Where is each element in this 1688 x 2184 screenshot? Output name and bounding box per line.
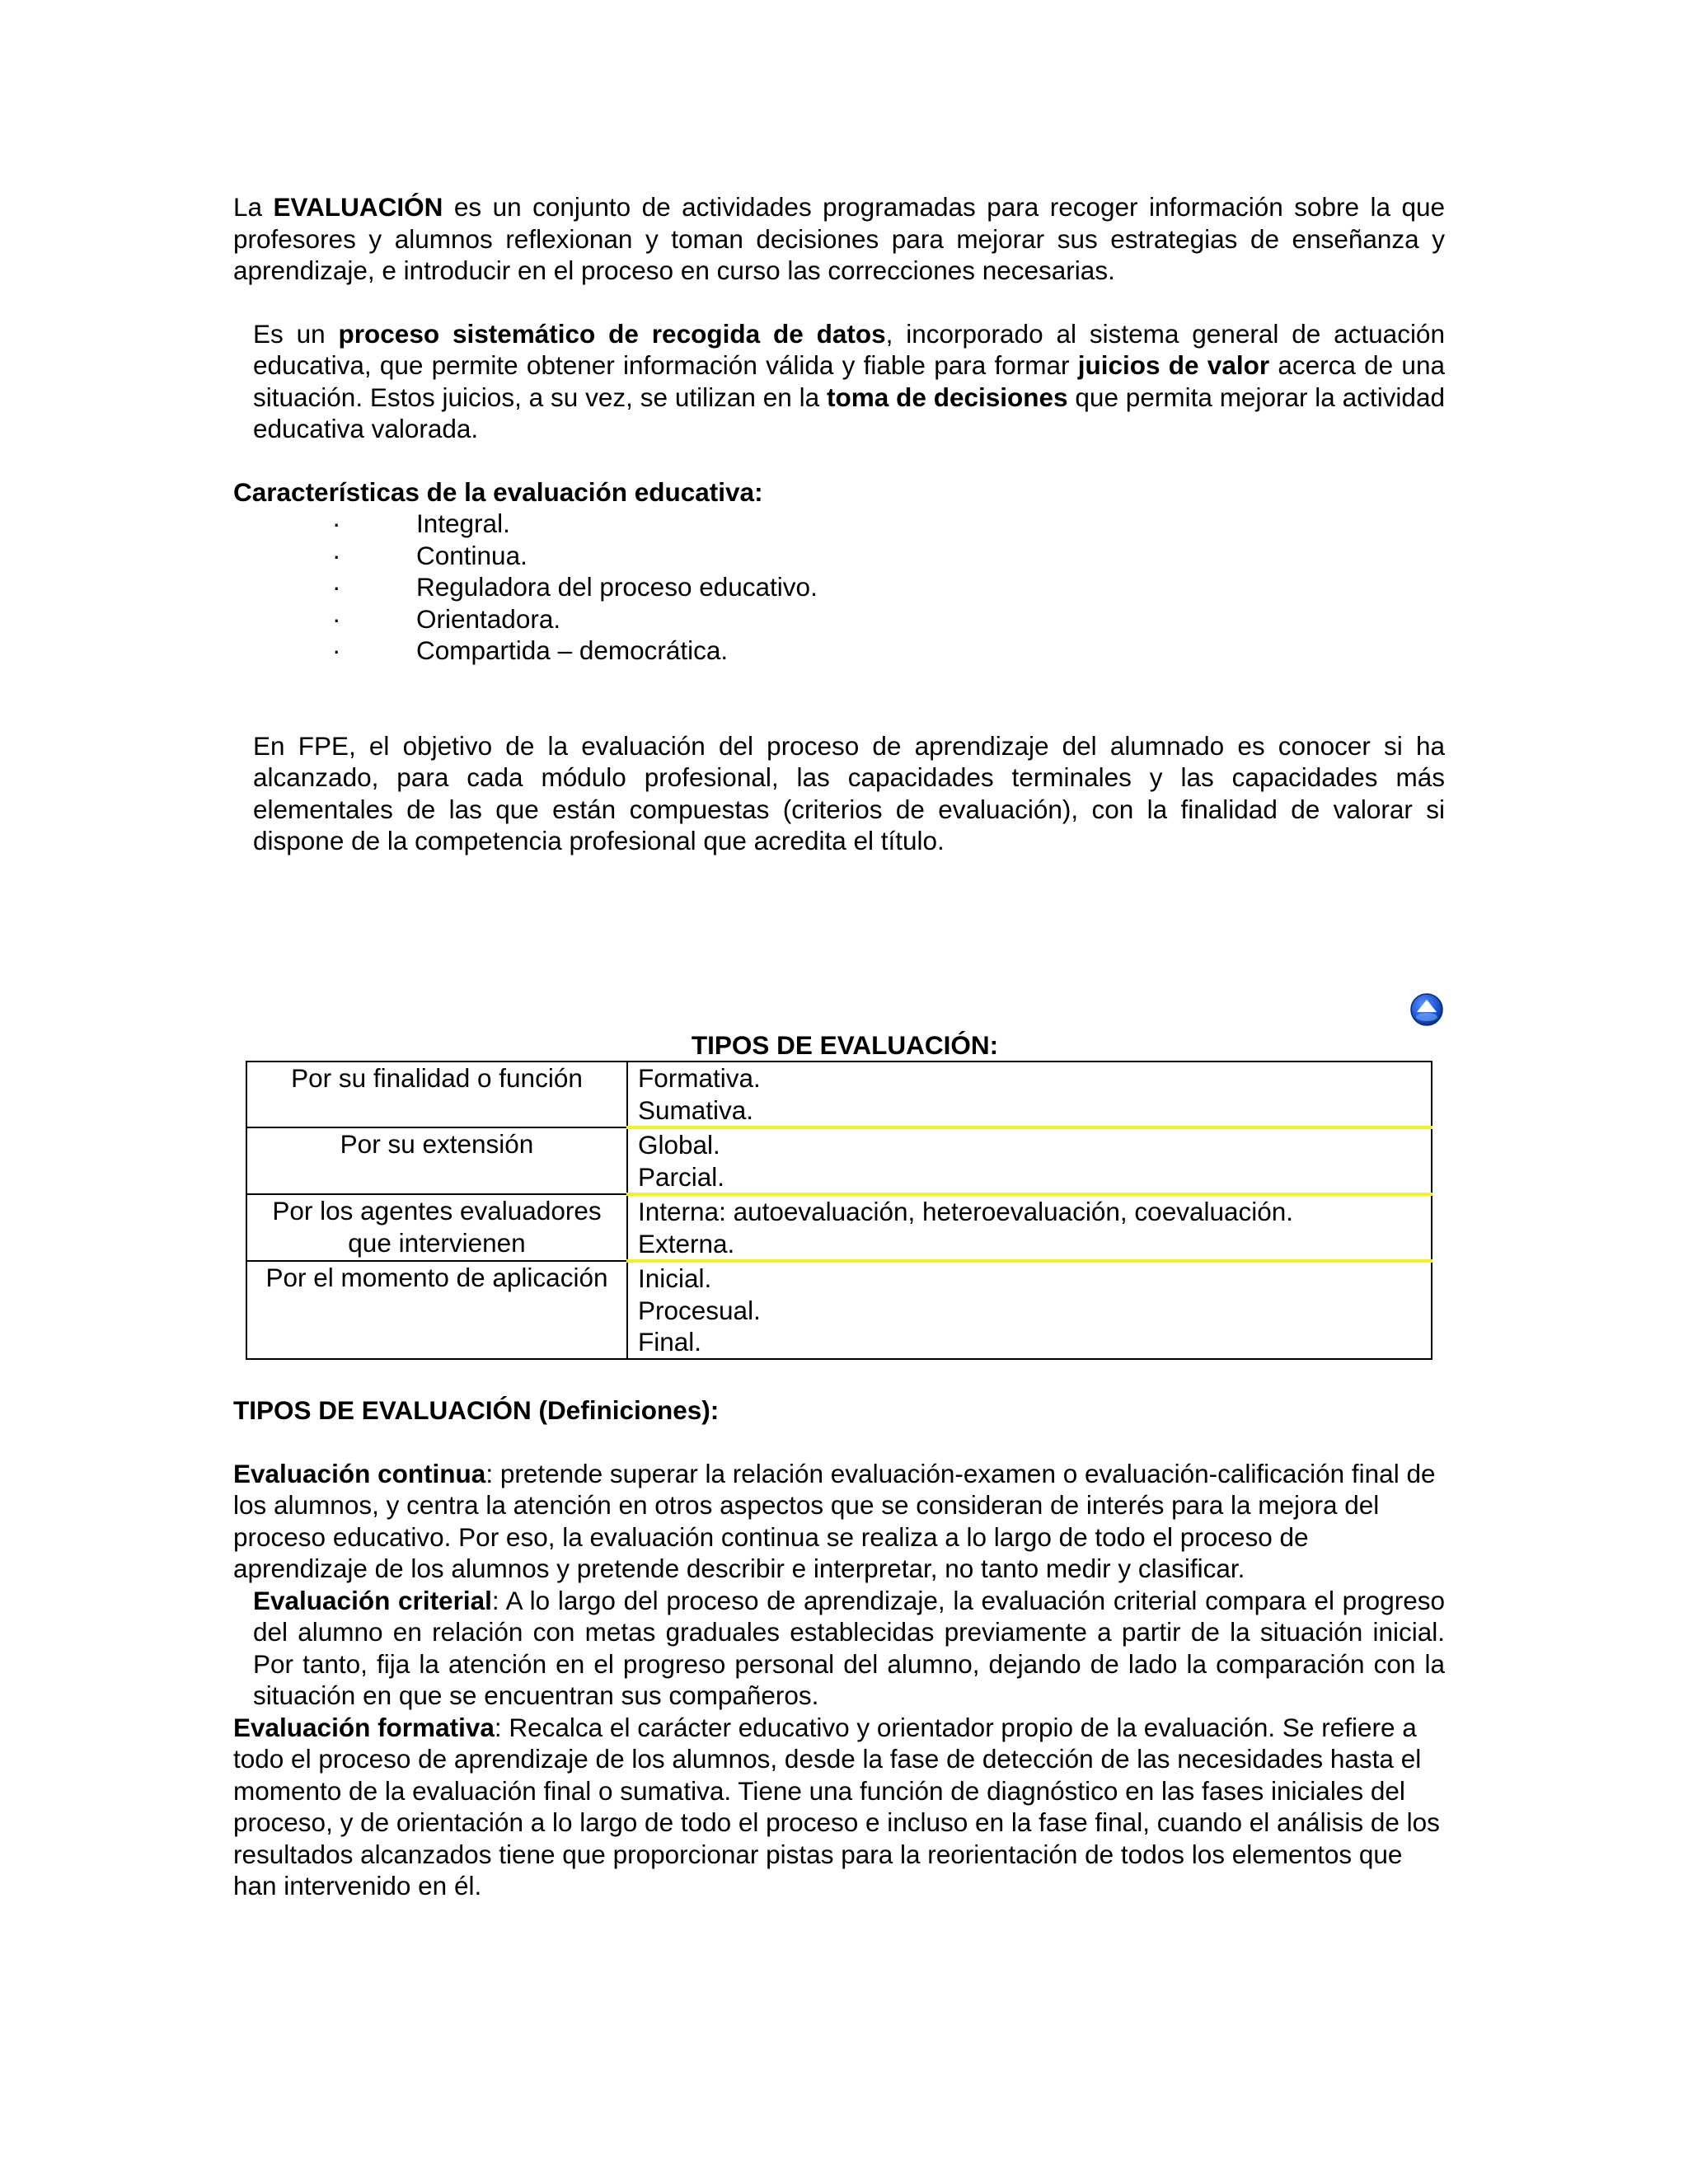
def-continua: Evaluación continua: pretende superar la relación evaluación-examen o evaluación-calificación final de los alumnos, y centra la atención en otros aspectos que se consideran de interés para la mejora del proceso educativo. Por eso, la evaluación continua se realiza a lo largo de todo el proceso de aprendizaje de los alumnos y pretende describir e interpretar, no tanto medir y clasificar.: [233, 1458, 1436, 1583]
list-item: · Continua.: [332, 540, 528, 570]
list-item: · Integral.: [332, 509, 510, 538]
caracteristicas-list: [233, 508, 1445, 667]
fpe-paragraph: En FPE, el objetivo de la evaluación del proceso de aprendizaje del alumnado es conocer si ha alcanzado, para cada módulo profesional, las capacidades terminales y las capacidades más elementales de las que están compuestas (criterios de evaluación), con la finalidad de valorar si dispone de la competencia profesional que acredita el título.: [253, 730, 1445, 855]
intro-paragraph-1: La EVALUACIÓN es un conjunto de actividades programadas para recoger información sobre la que profesores y alumnos reflexionan y toman decisiones para mejorar sus estrategias de enseñanza y aprendizaje, e introducir en el proceso en curso las correcciones necesarias.: [233, 192, 1445, 285]
def-formativa: Evaluación formativa: Recalca el carácter educativo y orientador propio de la evaluación. Se refiere a todo el proceso de aprendizaje de los alumnos, desde la fase de detección de las necesidades hasta el momento de la evaluación final o sumativa. Tiene una función de diagnóstico en las fases iniciales del proceso, y de orientación a lo largo de todo el proceso e incluso en la fase final, cuando el análisis de los resultados alcanzados tiene que proporcionar pistas para la reorientación de todos los elementos que han intervenido en él.: [233, 1712, 1440, 1900]
up-arrow-circle-icon: [1409, 992, 1444, 1027]
list-item: · Orientadora.: [332, 603, 561, 634]
row-values: Formativa. Sumativa.: [627, 1062, 1432, 1127]
def-criterial: Evaluación criterial: A lo largo del proceso de aprendizaje, la evaluación criterial compara el progreso del alumno en relación con metas graduales establecidas previamente a partir de la situación inicial. Por tanto, fija la atención en el progreso personal del alumno, dejando de lado la comparación con la situación en que se encuentran sus compañeros.: [253, 1585, 1445, 1710]
row-values: Global. Parcial.: [627, 1127, 1432, 1194]
row-values: Interna: autoevaluación, heteroevaluación, coevaluación. Externa.: [627, 1194, 1432, 1261]
table-row: [246, 1194, 1432, 1261]
row-label: Por los agentes evaluadores que intervienen: [246, 1194, 627, 1261]
intro-paragraph-2: Es un proceso sistemático de recogida de datos, incorporado al sistema general de actuación educativa, que permite obtener información válida y fiable para formar juicios de valor acerca de una situación. Estos juicios, a su vez, se utilizan en la toma de decisiones que permita mejorar la actividad educativa valorada.: [253, 318, 1445, 443]
list-item: · Reguladora del proceso educativo.: [332, 572, 818, 602]
definiciones-heading: TIPOS DE EVALUACIÓN (Definiciones):: [233, 1395, 720, 1425]
caracteristicas-heading: Características de la evaluación educativa:: [233, 476, 763, 507]
list-item: · Compartida – democrática.: [332, 635, 729, 665]
table-row: [246, 1261, 1432, 1359]
row-label: Por el momento de aplicación: [246, 1261, 627, 1359]
row-label: Por su extensión: [246, 1127, 627, 1194]
row-values: Inicial. Procesual. Final.: [627, 1261, 1432, 1359]
definiciones-section: [233, 1394, 1445, 1902]
table-row: [246, 1062, 1432, 1127]
back-to-top-button[interactable]: [1409, 992, 1444, 1027]
evaluacion-term: EVALUACIÓN: [273, 192, 443, 222]
tipos-table-title: TIPOS DE EVALUACIÓN:: [691, 1030, 999, 1060]
row-label: Por su finalidad o función: [246, 1062, 627, 1127]
tipos-evaluacion-table: [246, 1061, 1432, 1360]
table-row: [246, 1127, 1432, 1194]
document-body: [233, 191, 1445, 857]
